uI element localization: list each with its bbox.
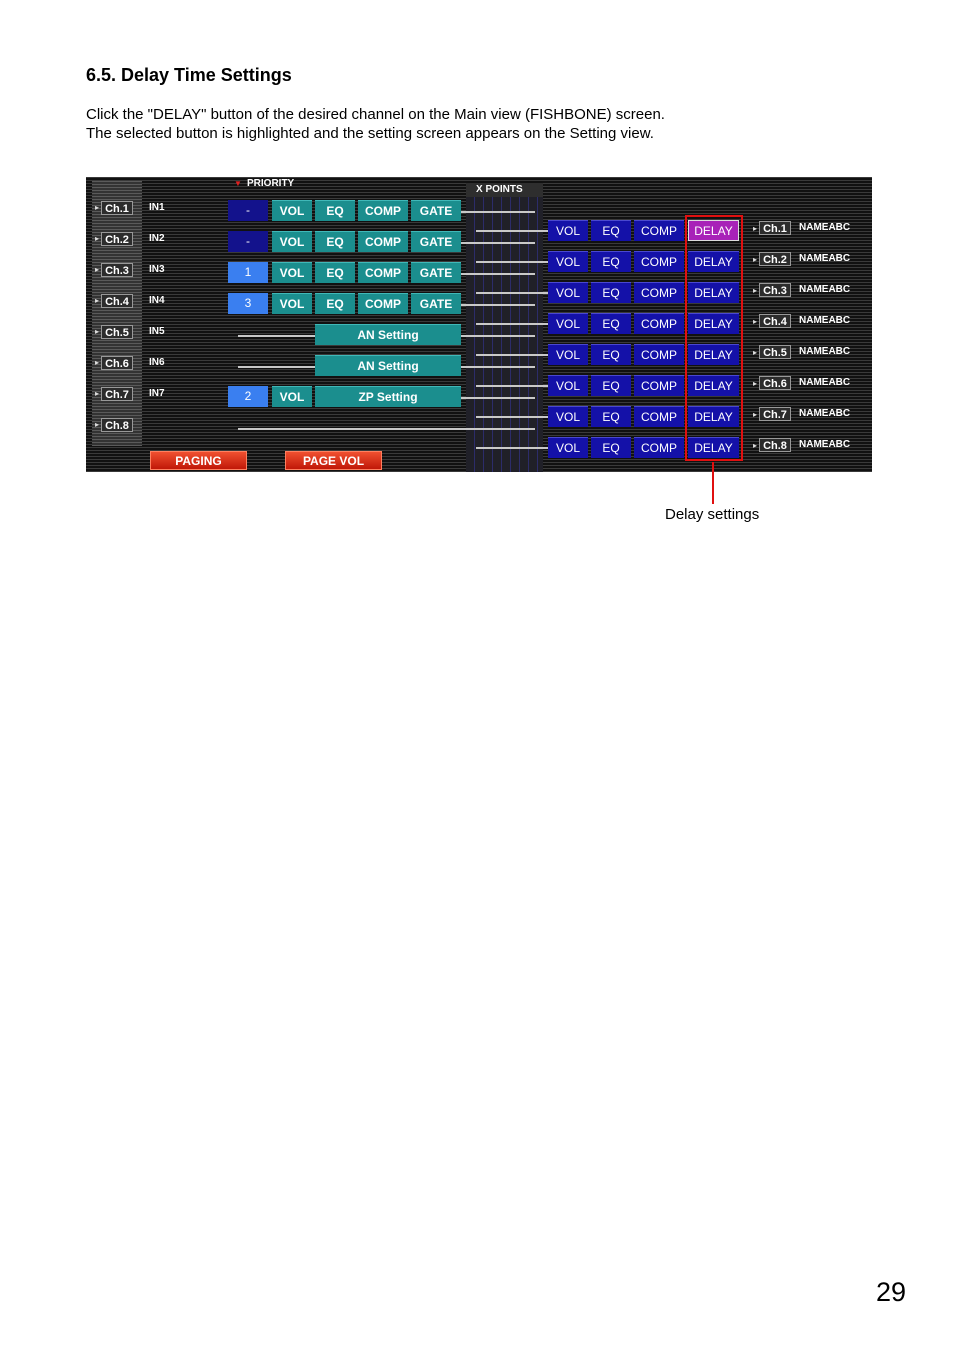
output-delay-button[interactable]: DELAY <box>688 344 739 365</box>
output-name: NAMEABC <box>799 408 851 419</box>
input-label: IN1 <box>149 202 165 213</box>
output-signal-line <box>476 385 548 387</box>
output-delay-button[interactable]: DELAY <box>688 282 739 303</box>
priority-value[interactable]: 2 <box>228 386 268 407</box>
page-vol-button[interactable]: PAGE VOL <box>285 451 382 470</box>
output-comp-button[interactable]: COMP <box>634 344 684 365</box>
an-setting-button[interactable]: AN Setting <box>315 324 461 345</box>
output-name: NAMEABC <box>799 346 851 357</box>
input-channel-button[interactable]: Ch.4 <box>101 294 133 308</box>
output-comp-button[interactable]: COMP <box>634 375 684 396</box>
input-eq-button[interactable]: EQ <box>315 262 355 283</box>
input-vol-button[interactable]: VOL <box>272 293 312 314</box>
channel-arrow-icon: ▸ <box>95 234 100 243</box>
input-eq-button[interactable]: EQ <box>315 231 355 252</box>
input-label: IN5 <box>149 326 165 337</box>
callout-caption: Delay settings <box>665 506 760 523</box>
priority-value[interactable]: 1 <box>228 262 268 283</box>
paging-button[interactable]: PAGING <box>150 451 247 470</box>
output-delay-button[interactable]: DELAY <box>688 220 739 241</box>
priority-value[interactable]: - <box>228 231 268 252</box>
input-comp-button[interactable]: COMP <box>358 293 408 314</box>
input-channel-column <box>92 181 142 446</box>
signal-line <box>461 335 535 337</box>
zp-setting-button[interactable]: ZP Setting <box>315 386 461 407</box>
delay-column-highlight <box>685 215 743 461</box>
fishbone-screenshot <box>86 177 872 472</box>
priority-label: PRIORITY <box>247 178 295 189</box>
input-gate-button[interactable]: GATE <box>411 231 461 252</box>
input-gate-button[interactable]: GATE <box>411 262 461 283</box>
input-eq-button[interactable]: EQ <box>315 200 355 221</box>
output-channel-button[interactable]: Ch.1 <box>759 221 791 235</box>
input-channel-button[interactable]: Ch.6 <box>101 356 133 370</box>
output-delay-button[interactable]: DELAY <box>688 437 739 458</box>
output-channel-button[interactable]: Ch.5 <box>759 345 791 359</box>
channel-arrow-icon: ▸ <box>95 327 100 336</box>
output-signal-line <box>476 447 548 449</box>
output-delay-button[interactable]: DELAY <box>688 313 739 334</box>
channel-arrow-icon: ▸ <box>95 296 100 305</box>
output-vol-button[interactable]: VOL <box>548 406 588 427</box>
output-comp-button[interactable]: COMP <box>634 251 684 272</box>
callout-line <box>712 462 714 504</box>
output-name: NAMEABC <box>799 377 851 388</box>
output-arrow-icon: ▸ <box>753 317 758 326</box>
output-eq-button[interactable]: EQ <box>591 313 631 334</box>
output-delay-button[interactable]: DELAY <box>688 375 739 396</box>
signal-line <box>461 211 535 213</box>
output-comp-button[interactable]: COMP <box>634 282 684 303</box>
instruction-line-2: The selected button is highlighted and the setting screen appears on the Setting view. <box>86 125 654 142</box>
input-vol-button[interactable]: VOL <box>272 231 312 252</box>
input-channel-button[interactable]: Ch.1 <box>101 201 133 215</box>
output-channel-button[interactable]: Ch.7 <box>759 407 791 421</box>
output-arrow-icon: ▸ <box>753 410 758 419</box>
output-arrow-icon: ▸ <box>753 286 758 295</box>
output-arrow-icon: ▸ <box>753 224 758 233</box>
signal-line <box>238 366 315 368</box>
input-gate-button[interactable]: GATE <box>411 200 461 221</box>
signal-line <box>461 397 535 399</box>
input-label: IN4 <box>149 295 165 306</box>
output-vol-button[interactable]: VOL <box>548 375 588 396</box>
input-comp-button[interactable]: COMP <box>358 231 408 252</box>
input-vol-button[interactable]: VOL <box>272 200 312 221</box>
input-label: IN2 <box>149 233 165 244</box>
input-label: IN6 <box>149 357 165 368</box>
input-vol-button[interactable]: VOL <box>272 386 312 407</box>
channel-arrow-icon: ▸ <box>95 265 100 274</box>
output-eq-button[interactable]: EQ <box>591 375 631 396</box>
output-eq-button[interactable]: EQ <box>591 437 631 458</box>
input-channel-button[interactable]: Ch.2 <box>101 232 133 246</box>
output-vol-button[interactable]: VOL <box>548 282 588 303</box>
output-eq-button[interactable]: EQ <box>591 344 631 365</box>
output-arrow-icon: ▸ <box>753 441 758 450</box>
output-signal-line <box>476 323 548 325</box>
input-channel-button[interactable]: Ch.8 <box>101 418 133 432</box>
channel-arrow-icon: ▸ <box>95 358 100 367</box>
input-eq-button[interactable]: EQ <box>315 293 355 314</box>
output-channel-button[interactable]: Ch.3 <box>759 283 791 297</box>
page-number: 29 <box>876 1277 907 1307</box>
output-channel-button[interactable]: Ch.8 <box>759 438 791 452</box>
input-comp-button[interactable]: COMP <box>358 200 408 221</box>
output-comp-button[interactable]: COMP <box>634 406 684 427</box>
output-comp-button[interactable]: COMP <box>634 437 684 458</box>
output-arrow-icon: ▸ <box>753 379 758 388</box>
output-name: NAMEABC <box>799 284 851 295</box>
output-arrow-icon: ▸ <box>753 255 758 264</box>
signal-line <box>461 366 535 368</box>
priority-value[interactable]: 3 <box>228 293 268 314</box>
input-channel-button[interactable]: Ch.3 <box>101 263 133 277</box>
input-vol-button[interactable]: VOL <box>272 262 312 283</box>
output-comp-button[interactable]: COMP <box>634 220 684 241</box>
output-delay-button[interactable]: DELAY <box>688 251 739 272</box>
instruction-line-1: Click the "DELAY" button of the desired channel on the Main view (FISHBONE) screen. <box>86 106 665 123</box>
channel-arrow-icon: ▸ <box>95 389 100 398</box>
signal-line <box>461 304 535 306</box>
output-vol-button[interactable]: VOL <box>548 344 588 365</box>
output-name: NAMEABC <box>799 315 851 326</box>
output-eq-button[interactable]: EQ <box>591 251 631 272</box>
signal-line <box>461 242 535 244</box>
signal-line <box>238 428 535 430</box>
xpoints-label: X POINTS <box>476 184 523 195</box>
channel-arrow-icon: ▸ <box>95 420 100 429</box>
output-eq-button[interactable]: EQ <box>591 406 631 427</box>
input-comp-button[interactable]: COMP <box>358 262 408 283</box>
section-heading: 6.5. Delay Time Settings <box>86 65 292 85</box>
output-name: NAMEABC <box>799 439 851 450</box>
output-channel-button[interactable]: Ch.2 <box>759 252 791 266</box>
output-vol-button[interactable]: VOL <box>548 437 588 458</box>
input-channel-button[interactable]: Ch.7 <box>101 387 133 401</box>
output-signal-line <box>476 261 548 263</box>
output-channel-button[interactable]: Ch.6 <box>759 376 791 390</box>
input-gate-button[interactable]: GATE <box>411 293 461 314</box>
output-signal-line <box>476 354 548 356</box>
output-eq-button[interactable]: EQ <box>591 220 631 241</box>
an-setting-button[interactable]: AN Setting <box>315 355 461 376</box>
output-signal-line <box>476 292 548 294</box>
output-vol-button[interactable]: VOL <box>548 220 588 241</box>
priority-arrow-icon: ▼ <box>234 179 242 188</box>
output-name: NAMEABC <box>799 253 851 264</box>
output-name: NAMEABC <box>799 222 851 233</box>
output-vol-button[interactable]: VOL <box>548 313 588 334</box>
output-signal-line <box>476 230 548 232</box>
output-comp-button[interactable]: COMP <box>634 313 684 334</box>
channel-arrow-icon: ▸ <box>95 203 100 212</box>
output-channel-button[interactable]: Ch.4 <box>759 314 791 328</box>
output-arrow-icon: ▸ <box>753 348 758 357</box>
priority-value[interactable]: - <box>228 200 268 221</box>
input-label: IN3 <box>149 264 165 275</box>
input-label: IN7 <box>149 388 165 399</box>
signal-line <box>238 335 315 337</box>
input-channel-button[interactable]: Ch.5 <box>101 325 133 339</box>
output-signal-line <box>476 416 548 418</box>
signal-line <box>461 273 535 275</box>
output-vol-button[interactable]: VOL <box>548 251 588 272</box>
output-delay-button[interactable]: DELAY <box>688 406 739 427</box>
output-eq-button[interactable]: EQ <box>591 282 631 303</box>
